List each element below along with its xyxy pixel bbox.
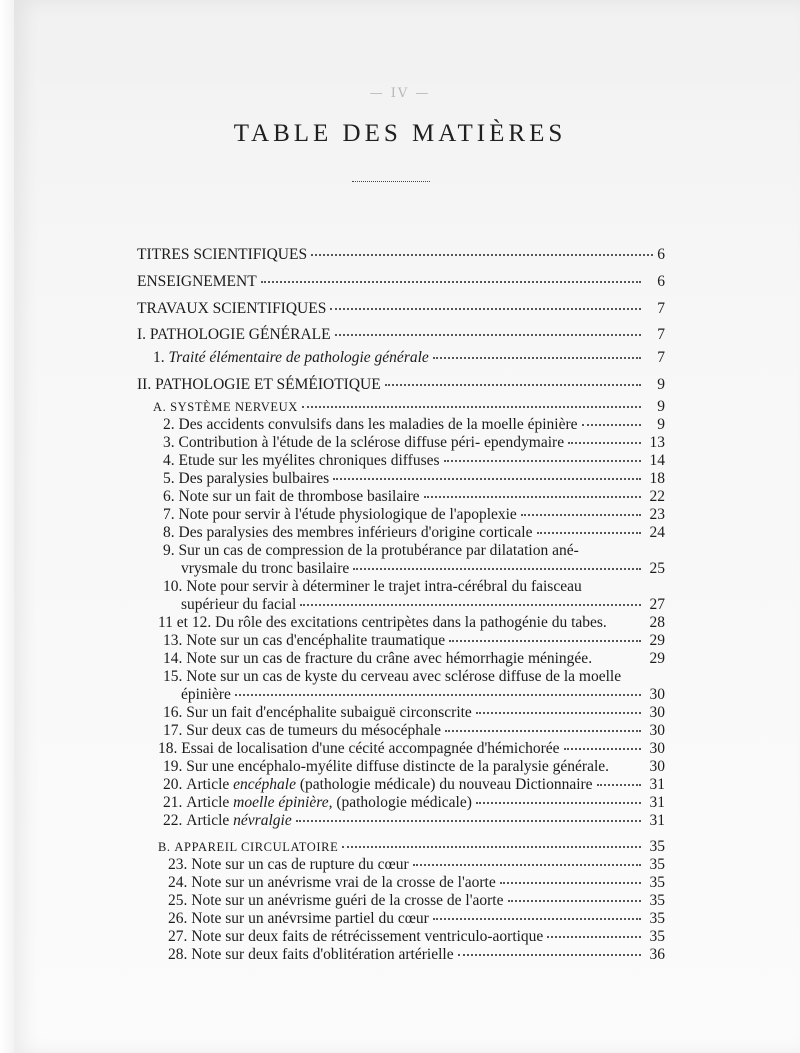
toc-entry (137, 326, 645, 344)
toc-entry (163, 704, 645, 722)
toc-entry-number: 27. (168, 928, 188, 945)
dot-leader (444, 460, 641, 462)
dot-leader (521, 514, 641, 516)
toc-entry-page: 13 (649, 434, 665, 451)
toc-entry-number: 15. (163, 668, 183, 685)
toc-entry-page: 35 (649, 928, 665, 945)
toc-entry-number: 2. (163, 416, 175, 433)
toc-entry-page: 31 (649, 776, 665, 793)
toc-entry-page: 23 (649, 506, 665, 523)
toc-entry-page: 9 (657, 398, 665, 415)
toc-entry-number: 28. (168, 946, 188, 963)
toc-entry-label: Sur un fait d'encéphalite subaiguë circonscrite (186, 704, 472, 721)
toc-entry-number: II. (137, 376, 152, 393)
toc-section-letter: A. (153, 400, 167, 414)
toc-entry-label: TRAVAUX SCIENTIFIQUES (137, 300, 327, 317)
toc-entry (168, 928, 645, 946)
toc-entry-label-italic: névralgie (233, 812, 292, 829)
toc-entry-page: 30 (649, 740, 665, 757)
dot-leader (424, 496, 641, 498)
toc-entry-label: PATHOLOGIE GÉNÉRALE (149, 326, 331, 343)
toc-entry-label: Note sur deux faits d'oblitération artérielle (191, 946, 454, 963)
dot-leader (353, 568, 641, 570)
toc-entry (168, 946, 645, 964)
toc-entry-page: 7 (657, 326, 665, 343)
dot-leader (385, 384, 641, 386)
toc-entry-label: Traité élémentaire de pathologie générale (168, 349, 429, 366)
toc-entry (163, 524, 645, 542)
toc-entry-label: Note sur un anévrisme vrai de la crosse de l'aorte (191, 874, 496, 891)
toc-entry-label-cont: épinière (181, 686, 231, 703)
dot-leader (300, 604, 641, 606)
toc-entry-page: 35 (649, 910, 665, 927)
toc-entry-label: PATHOLOGIE ET SÉMÉIOTIQUE (155, 376, 381, 393)
toc-entry (163, 632, 645, 650)
toc-entry-page: 25 (649, 560, 665, 577)
toc-entry (163, 776, 645, 794)
toc-entry (163, 578, 645, 596)
toc-entry (163, 506, 645, 524)
toc-entry (163, 542, 645, 560)
toc-entry (163, 434, 645, 452)
dot-leader (500, 882, 641, 884)
toc-entry (163, 668, 645, 686)
toc-entry (163, 758, 645, 776)
toc-section-label: APPAREIL CIRCULATOIRE (174, 840, 339, 854)
dot-leader (433, 918, 641, 920)
toc-entry-label: Note sur un fait de thrombose basilaire (178, 488, 420, 505)
toc-entry (137, 376, 645, 394)
toc-entry-number: 22. (163, 812, 183, 829)
toc-entry-number: 7. (163, 506, 175, 523)
toc-entry-label: Des paralysies des membres inférieurs d'origine corticale (178, 524, 533, 541)
toc-entry-label: Article (186, 794, 230, 811)
title-divider (352, 181, 430, 182)
toc-entry-page: 28 (649, 614, 665, 631)
toc-entry-label: Du rôle des excitations centripètes dans la pathogénie du tabes. (215, 614, 607, 631)
toc-entry-page: 6 (657, 246, 665, 263)
toc-section-label: SYSTÈME NERVEUX (170, 400, 298, 414)
toc-entry-label-tail: (pathologie médicale) (336, 794, 472, 811)
toc-entry (163, 650, 645, 668)
toc-entry-continuation (181, 560, 645, 578)
dot-leader (235, 694, 641, 696)
toc-entry-number: 24. (168, 874, 188, 891)
toc-entry (163, 812, 645, 830)
toc-entry-number: 23. (168, 856, 188, 873)
toc-entry-label: Note pour servir à l'étude physiologique de l'apoplexie (178, 506, 517, 523)
dot-leader (476, 802, 641, 804)
dot-leader (458, 954, 641, 956)
toc-section (158, 838, 645, 856)
toc-entry-label-cont: vrysmale du tronc basilaire (181, 560, 350, 577)
toc-entry-page: 18 (649, 470, 665, 487)
toc-entry-label: Note sur deux faits de rétrécissement ventriculo-aortique (191, 928, 544, 945)
toc-entry-page: 35 (649, 874, 665, 891)
toc-entry (163, 722, 645, 740)
toc-entry (168, 874, 645, 892)
dot-leader (413, 864, 641, 866)
toc-entry-continuation (181, 686, 645, 704)
toc-entry-number: 10. (163, 578, 183, 595)
toc-entry-page: 24 (649, 524, 665, 541)
dot-leader (335, 334, 641, 336)
toc-entry (163, 452, 645, 470)
toc-entry-page: 9 (657, 416, 665, 433)
toc-entry-label: Article (186, 776, 230, 793)
toc-entry-number: 18. (158, 740, 178, 757)
toc-entry-number: 19. (163, 758, 183, 775)
toc-entry-number: 26. (168, 910, 188, 927)
toc-entry (163, 794, 645, 812)
toc-entry-label: Contribution à l'étude de la sclérose diffuse péri- ependymaire (178, 434, 565, 451)
dot-leader (445, 730, 641, 732)
toc-entry-number: 17. (163, 722, 183, 739)
toc-entry-label: TITRES SCIENTIFIQUES (137, 246, 308, 263)
toc-entry-page: 30 (649, 758, 665, 775)
toc-section (153, 398, 645, 416)
toc-entry-number: 11 et 12. (158, 614, 212, 631)
toc-entry-label-tail: (pathologie médicale) du nouveau Dictionnaire (299, 776, 593, 793)
toc-entry-page: 30 (649, 722, 665, 739)
toc-entry-page: 35 (649, 892, 665, 909)
toc-entry-continuation (181, 596, 645, 614)
dot-leader (342, 846, 641, 848)
toc-section-letter: B. (158, 840, 171, 854)
toc-entry-page: 35 (649, 856, 665, 873)
toc-entry-label: Note sur un cas de rupture du cœur (191, 856, 409, 873)
toc-entry-number: 5. (163, 470, 175, 487)
toc-entry-label: Sur un cas de compression de la protubérance par dilatation ané- (178, 542, 579, 559)
page-number-mark: — IV — (369, 86, 431, 101)
dot-leader (330, 308, 641, 310)
toc-entry-label: Essai de localisation d'une cécité accompagnée d'hémichorée (181, 740, 560, 757)
toc-entry-number: 20. (163, 776, 183, 793)
toc-entry-label: Article (186, 812, 230, 829)
toc-entry-page: 22 (649, 488, 665, 505)
toc-entry-number: 16. (163, 704, 183, 721)
toc-entry (158, 740, 645, 758)
toc-entry (163, 470, 645, 488)
dot-leader (296, 820, 641, 822)
toc-entry-number: 9. (163, 542, 175, 559)
dot-leader (333, 478, 641, 480)
toc-entry-page: 7 (657, 300, 665, 317)
dot-leader (564, 748, 641, 750)
toc-entry-page: 35 (649, 838, 665, 855)
toc-entry-page: 29 (649, 650, 665, 667)
toc-entry-label: Des accidents convulsifs dans les maladies de la moelle épinière (178, 416, 578, 433)
toc-entry-page: 9 (657, 376, 665, 393)
toc-entry-number: 21. (163, 794, 183, 811)
dot-leader (547, 936, 641, 938)
toc-entry-number: 8. (163, 524, 175, 541)
toc-entry-label: Note pour servir à déterminer le trajet intra-cérébral du faisceau (186, 578, 582, 595)
toc-entry (137, 246, 657, 264)
toc-entry-number: 14. (163, 650, 183, 667)
toc-entry-label: Note sur un anévrisme guéri de la crosse de l'aorte (191, 892, 504, 909)
toc-entry-label: Note sur un cas d'encéphalite traumatique (186, 632, 446, 649)
toc-entry (137, 300, 645, 318)
toc-entry-page: 29 (649, 632, 665, 649)
dot-leader (449, 640, 641, 642)
toc-entry-label: Etude sur les myélites chroniques diffuses (178, 452, 440, 469)
toc-entry-label-italic: encéphale (233, 776, 296, 793)
dot-leader (537, 532, 642, 534)
toc-entry-page: 6 (657, 273, 665, 290)
toc-entry (163, 416, 645, 434)
toc-entry (158, 614, 645, 632)
page-title: TABLE DES MATIÈRES (233, 120, 567, 147)
toc-entry-label: ENSEIGNEMENT (137, 273, 257, 290)
dot-leader (597, 784, 641, 786)
table-of-contents (0, 238, 800, 978)
toc-entry-number: 13. (163, 632, 183, 649)
toc-entry-page: 30 (649, 704, 665, 721)
toc-entry-label: Des paralysies bulbaires (178, 470, 330, 487)
toc-entry-label: Note sur un cas de fracture du crâne avec hémorrhagie méningée. (186, 650, 593, 667)
toc-entry-label-cont: supérieur du facial (181, 596, 297, 613)
dot-leader (311, 254, 653, 256)
dot-leader (302, 406, 641, 408)
toc-entry (168, 910, 645, 928)
toc-entry-page: 30 (649, 686, 665, 703)
toc-entry-number: I. (137, 326, 147, 343)
toc-entry (163, 488, 645, 506)
toc-entry-page: 14 (649, 452, 665, 469)
toc-entry (168, 892, 645, 910)
toc-entry-page: 27 (649, 596, 665, 613)
toc-entry-label: Note sur un anévrsime partiel du cœur (191, 910, 429, 927)
toc-entry-page: 31 (649, 812, 665, 829)
toc-entry-label: Sur une encéphalo-myélite diffuse distincte de la paralysie générale. (186, 758, 610, 775)
toc-entry-number: 4. (163, 452, 175, 469)
toc-entry-page: 7 (657, 349, 665, 366)
toc-entry-label: Note sur un cas de kyste du cerveau avec sclérose diffuse de la moelle (186, 668, 622, 685)
toc-entry (153, 349, 645, 367)
toc-entry-number: 25. (168, 892, 188, 909)
dot-leader (476, 712, 641, 714)
toc-entry-label-italic: moelle épinière, (233, 794, 333, 811)
toc-entry-page: 36 (649, 946, 665, 963)
toc-entry (137, 273, 645, 291)
toc-entry-number: 1. (153, 349, 165, 366)
toc-entry-number: 3. (163, 434, 175, 451)
toc-entry-label: Sur deux cas de tumeurs du mésocéphale (186, 722, 442, 739)
toc-entry (168, 856, 645, 874)
dot-leader (261, 281, 641, 283)
toc-entry-number: 6. (163, 488, 175, 505)
dot-leader (433, 357, 641, 359)
dot-leader (582, 424, 642, 426)
dot-leader (508, 900, 642, 902)
toc-entry-page: 31 (649, 794, 665, 811)
dot-leader (568, 442, 641, 444)
